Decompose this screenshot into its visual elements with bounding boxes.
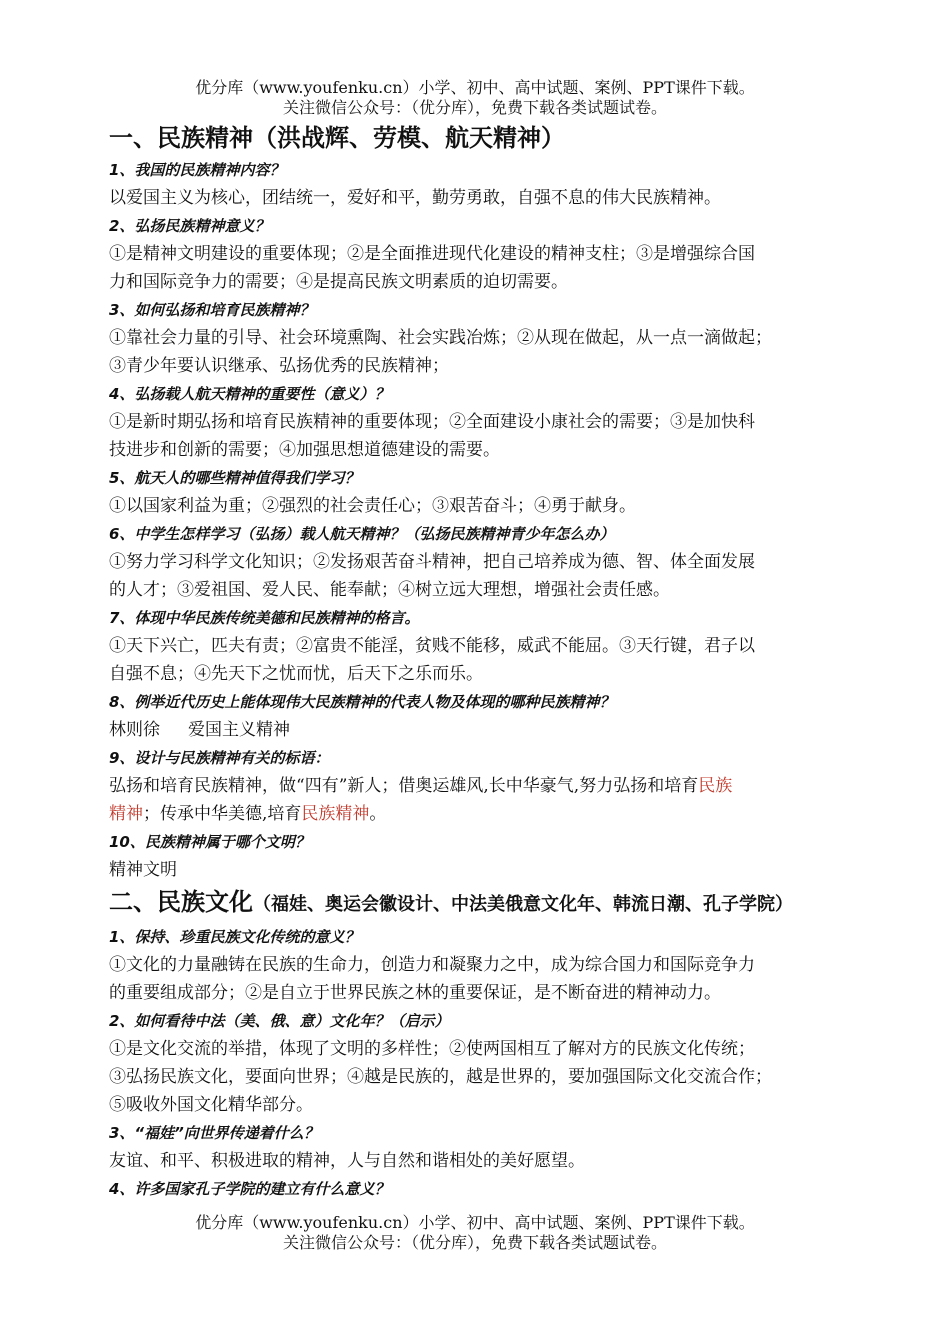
answer-2-3: 友谊、和平、积极进取的精神，人与自然和谐相处的美好愿望。	[109, 1151, 585, 1171]
header-line-1: 优分库（www.youfenku.cn）小学、初中、高中试题、案例、PPT课件下载。	[195, 78, 755, 97]
answer-1-4-line-2: 技进步和创新的需要；④加强思想道德建设的需要。	[109, 440, 500, 460]
highlight-text: 民族精神	[301, 804, 370, 824]
question-1-9: 9、设计与民族精神有关的标语：	[109, 749, 330, 767]
answer-1-3-line-2: ③青少年要认识继承、弘扬优秀的民族精神；	[109, 356, 449, 376]
answer-2-2-line-2: ③弘扬民族文化，要面向世界；④越是民族的，越是世界的，要加强国际文化交流合作；	[109, 1067, 772, 1087]
question-1-8: 8、例举近代历史上能体现伟大民族精神的代表人物及体现的哪种民族精神？	[109, 693, 615, 711]
answer-1-7-line-2: 自强不息；④先天下之忧而忧，后天下之乐而乐。	[109, 664, 483, 684]
answer-1-1: 以爱国主义为核心，团结统一，爱好和平，勤劳勇敢，自强不息的伟大民族精神。	[109, 188, 721, 208]
footer-line-2: 关注微信公众号：（优分库），免费下载各类试题试卷。	[282, 1233, 667, 1252]
answer-1-9-line-1	[109, 772, 849, 800]
question-1-7: 7、体现中华民族传统美德和民族精神的格言。	[109, 609, 420, 627]
answer-1-10: 精神文明	[109, 860, 177, 880]
question-2-4: 4、许多国家孔子学院的建立有什么意义？	[109, 1180, 390, 1198]
page-footer	[0, 1213, 950, 1253]
slogan-text: 。	[369, 804, 387, 824]
answer-2-2-line-3: ⑤吸收外国文化精华部分。	[109, 1095, 313, 1115]
question-1-5: 5、航天人的哪些精神值得我们学习？	[109, 469, 360, 487]
question-1-2: 2、弘扬民族精神意义？	[109, 217, 270, 235]
answer-1-4-line-1: ①是新时期弘扬和培育民族精神的重要体现；②全面建设小康社会的需要；③是加快科	[109, 412, 755, 432]
header-line-2: 关注微信公众号：（优分库），免费下载各类试题试卷。	[282, 98, 667, 117]
section-2-title-main: 二、民族文化	[109, 888, 253, 916]
question-2-2: 2、如何看待中法（美、俄、意）文化年？（启示）	[109, 1012, 450, 1030]
question-1-10: 10、民族精神属于哪个文明？	[109, 833, 310, 851]
answer-1-6-line-1: ①努力学习科学文化知识；②发扬艰苦奋斗精神，把自己培养成为德、智、体全面发展	[109, 552, 755, 572]
slogan-text: ；传承中华美德,培育	[143, 804, 302, 824]
section-1-title: 一、民族精神（洪战辉、劳模、航天精神）	[109, 124, 565, 152]
slogan-text: 弘扬和培育民族精神，做“四有”新人；借奥运雄风,长中华豪气,努力弘扬和培育	[109, 776, 699, 796]
question-2-3: 3、“福娃”向世界传递着什么？	[109, 1124, 319, 1142]
answer-1-8-person: 林则徐	[109, 720, 160, 740]
document-body	[109, 120, 849, 1203]
highlight-text: 精神	[109, 804, 143, 824]
answer-2-1-line-2: 的重要组成部分；②是自立于世界民族之林的重要保证，是不断奋进的精神动力。	[109, 983, 721, 1003]
question-1-6: 6、中学生怎样学习（弘扬）载人航天精神？（弘扬民族精神青少年怎么办）	[109, 525, 615, 543]
answer-1-9-line-2	[109, 800, 849, 828]
question-2-1: 1、保持、珍重民族文化传统的意义？	[109, 928, 360, 946]
answer-1-6-line-2: 的人才；③爱祖国、爱人民、能奉献；④树立远大理想，增强社会责任感。	[109, 580, 670, 600]
answer-1-8-spirit: 爱国主义精神	[188, 720, 290, 740]
answer-1-2-line-1: ①是精神文明建设的重要体现；②是全面推进现代化建设的精神支柱；③是增强综合国	[109, 244, 755, 264]
answer-1-3-line-1: ①靠社会力量的引导、社会环境熏陶、社会实践冶炼；②从现在做起，从一点一滴做起；	[109, 328, 772, 348]
answer-1-2-line-2: 力和国际竞争力的需要；④是提高民族文明素质的迫切需要。	[109, 272, 568, 292]
footer-line-1: 优分库（www.youfenku.cn）小学、初中、高中试题、案例、PPT课件下载。	[195, 1213, 755, 1232]
section-2-title	[109, 884, 849, 923]
highlight-text: 民族	[698, 776, 733, 796]
answer-2-1-line-1: ①文化的力量融铸在民族的生命力，创造力和凝聚力之中，成为综合国力和国际竞争力	[109, 955, 755, 975]
answer-1-7-line-1: ①天下兴亡，匹夫有责；②富贵不能淫，贫贱不能移，威武不能屈。③天行键，君子以	[109, 636, 755, 656]
answer-2-2-line-1: ①是文化交流的举措，体现了文明的多样性；②使两国相互了解对方的民族文化传统；	[109, 1039, 755, 1059]
section-2-title-sub: （福娃、奥运会徽设计、中法美俄意文化年、韩流日潮、孔子学院）	[253, 894, 793, 915]
answer-1-8	[109, 716, 849, 744]
page-header	[0, 78, 950, 118]
question-1-4: 4、弘扬载人航天精神的重要性（意义）？	[109, 385, 390, 403]
answer-1-5: ①以国家利益为重；②强烈的社会责任心；③艰苦奋斗；④勇于献身。	[109, 496, 636, 516]
question-1-1: 1、我国的民族精神内容？	[109, 161, 285, 179]
question-1-3: 3、如何弘扬和培育民族精神？	[109, 301, 315, 319]
